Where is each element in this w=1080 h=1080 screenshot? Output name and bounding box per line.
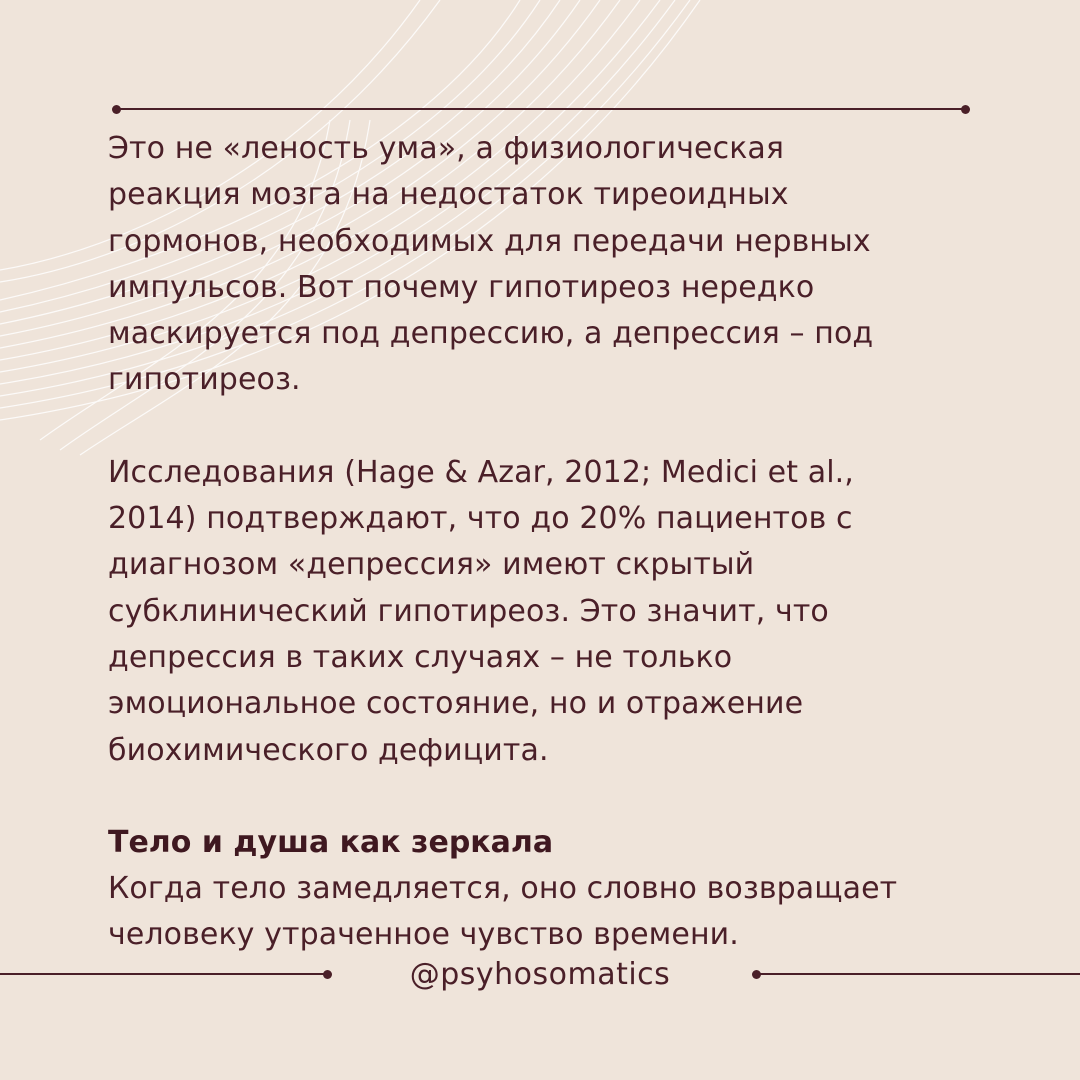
body-paragraph-3: Когда тело замедляется, оно словно возвращает человеку утраченное чувство времени. bbox=[108, 870, 898, 953]
main-content bbox=[108, 126, 988, 958]
body-paragraph-2: Исследования (Hage & Azar, 2012; Medici et al., 2014) подтверждают, что до 20% пациентов с диагнозом «депрессия» имеют скрытый субклинический гипотиреоз. Это значит, что депрессия в таких случаях – не только эмоциональное состояние, но и отражение биохимического дефицита. bbox=[108, 454, 854, 768]
top-divider-right-dot bbox=[961, 105, 970, 114]
footer-right-dot bbox=[752, 970, 761, 979]
top-divider-line bbox=[116, 108, 966, 110]
top-divider bbox=[112, 104, 970, 114]
body-paragraph-1: Это не «леность ума», а физиологическая реакция мозга на недостаток тиреоидных гормонов, необходимых для передачи нервных импульсов. Вот почему гипотиреоз нередко маскируется под депрессию, а депрессия – под гипотиреоз. bbox=[108, 131, 874, 398]
section-heading: Тело и душа как зеркала bbox=[108, 824, 554, 860]
footer-right-line bbox=[756, 973, 1080, 975]
footer-left-line bbox=[0, 973, 328, 975]
top-divider-left-dot bbox=[112, 105, 121, 114]
footer-left-divider bbox=[0, 969, 332, 979]
account-handle: @psyhosomatics bbox=[409, 957, 671, 992]
footer-right-divider bbox=[752, 969, 1080, 979]
footer-left-dot bbox=[323, 970, 332, 979]
